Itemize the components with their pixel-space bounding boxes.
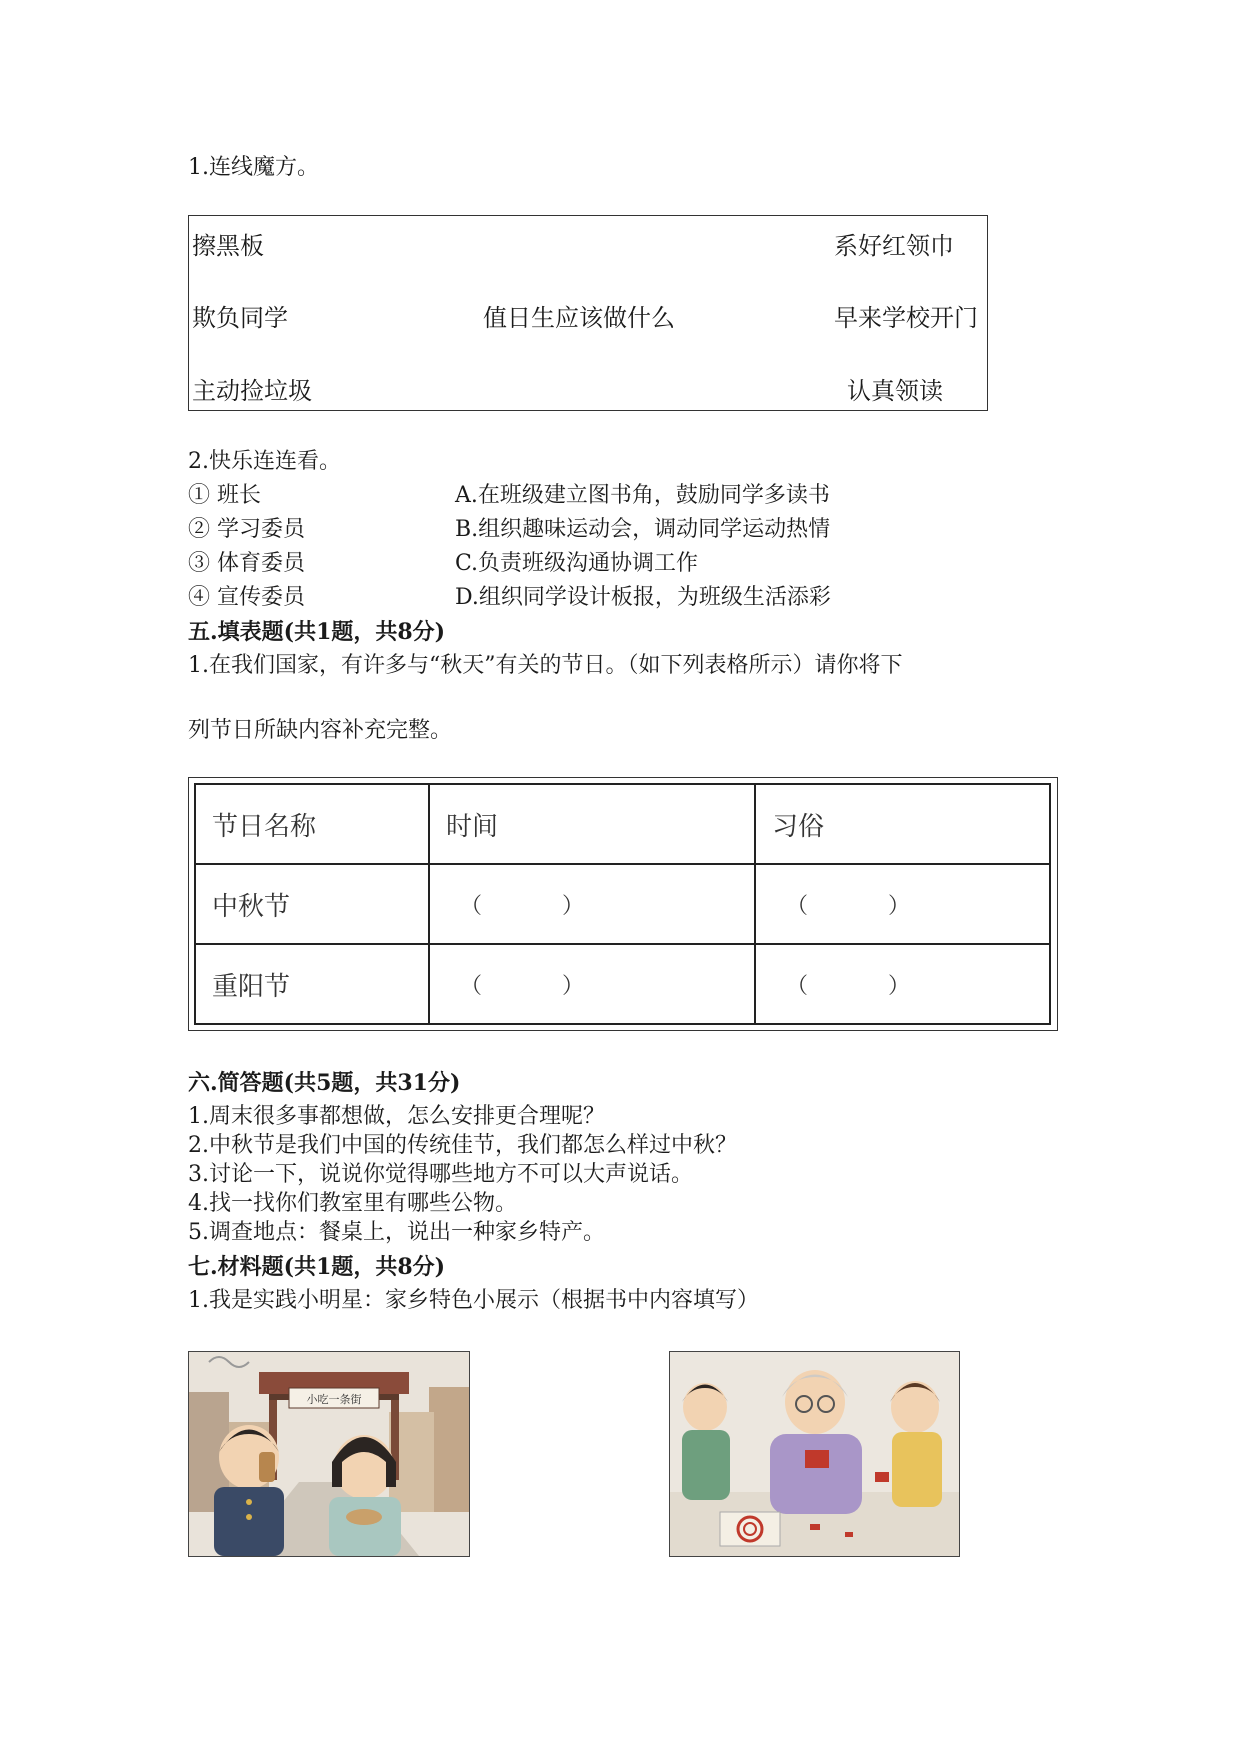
question-text: 4.找一找你们教室里有哪些公物。	[188, 1191, 517, 1216]
blank-cell[interactable]	[755, 864, 1050, 944]
duty-item: C.负责班级沟通协调工作	[455, 551, 699, 576]
duty-item: D.组织同学设计板报，为班级生活添彩	[455, 585, 831, 610]
match-left-item: 主动捡垃圾	[192, 377, 312, 405]
open-paren: （	[460, 893, 483, 919]
close-paren: ）	[888, 973, 911, 999]
question-text: 2.中秋节是我们中国的传统佳节，我们都怎么样过中秋？	[188, 1133, 737, 1158]
match-left-item: 欺负同学	[192, 304, 288, 332]
match-center-item: 值日生应该做什么	[483, 304, 675, 332]
table-header-row	[195, 784, 1050, 864]
question-title: 2.快乐连连看。	[188, 449, 341, 474]
match-right-item: 早来学校开门	[834, 304, 978, 332]
section-heading: 五.填表题(共1题，共8分)	[188, 619, 446, 645]
match-right-item: 系好红领巾	[834, 232, 954, 260]
paper-cutting-illustration	[669, 1351, 960, 1557]
duty-item: A.在班级建立图书角，鼓励同学多读书	[455, 483, 830, 508]
open-paren: （	[460, 973, 483, 999]
question-text: 列节日所缺内容补充完整。	[188, 718, 453, 743]
duty-item: B.组织趣味运动会，调动同学运动热情	[455, 517, 831, 542]
blank-cell[interactable]	[755, 944, 1050, 1024]
blank-cell[interactable]	[429, 864, 755, 944]
blank-cell[interactable]	[429, 944, 755, 1024]
snack-street-illustration	[188, 1351, 470, 1557]
question-title: 1.连线魔方。	[188, 155, 319, 180]
table-header-cell: 习俗	[755, 784, 1050, 864]
question-text: 1.周末很多事都想做，怎么安排更合理呢？	[188, 1104, 605, 1129]
role-item: ① 班长	[188, 483, 261, 508]
section-heading: 六.简答题(共5题，共31分)	[188, 1070, 461, 1096]
question-text: 1.我是实践小明星：家乡特色小展示（根据书中内容填写）	[188, 1288, 759, 1313]
role-item: ③ 体育委员	[188, 551, 305, 576]
table-cell: 中秋节	[195, 864, 429, 944]
role-item: ② 学习委员	[188, 517, 305, 542]
close-paren: ）	[888, 893, 911, 919]
question-text: 1.在我们国家，有许多与“秋天”有关的节日。（如下列表格所示）请你将下	[188, 653, 903, 678]
open-paren: （	[786, 973, 809, 999]
question-text: 5.调查地点：餐桌上，说出一种家乡特产。	[188, 1220, 605, 1245]
festival-table	[194, 783, 1051, 1025]
match-right-item: 认真领读	[847, 377, 943, 405]
matching-box	[188, 215, 988, 411]
open-paren: （	[786, 893, 809, 919]
match-left-item: 擦黑板	[192, 232, 264, 260]
section-heading: 七.材料题(共1题，共8分)	[188, 1254, 446, 1280]
close-paren: ）	[562, 893, 585, 919]
table-header-cell: 时间	[429, 784, 755, 864]
festival-table-frame	[188, 777, 1058, 1031]
close-paren: ）	[562, 973, 585, 999]
table-cell: 重阳节	[195, 944, 429, 1024]
role-item: ④ 宣传委员	[188, 585, 305, 610]
table-row	[195, 864, 1050, 944]
table-header-cell: 节日名称	[195, 784, 429, 864]
question-text: 3.讨论一下，说说你觉得哪些地方不可以大声说话。	[188, 1162, 693, 1187]
table-row	[195, 944, 1050, 1024]
gate-sign: 小吃一条街	[306, 1393, 362, 1406]
